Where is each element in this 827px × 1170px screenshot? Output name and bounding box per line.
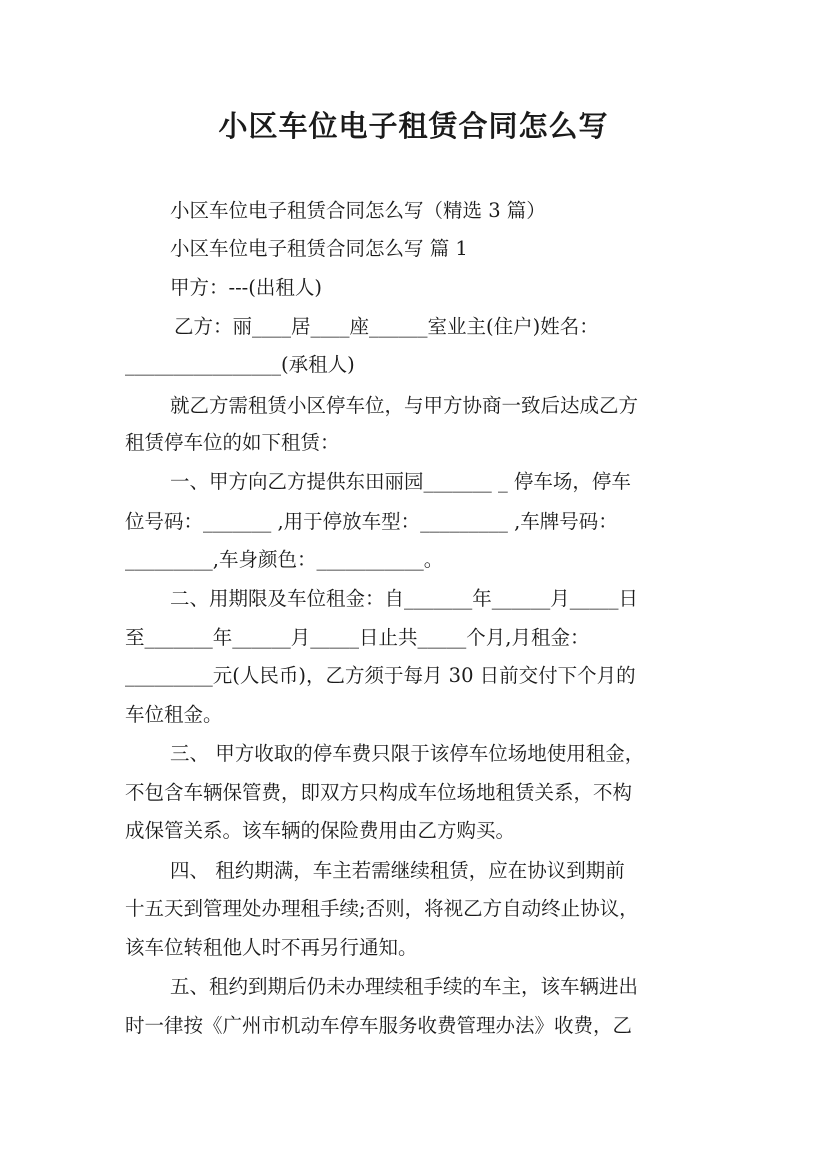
paragraph-line: 租赁停车位的如下租赁： (125, 431, 340, 454)
clause-3-line: 不包含车辆保管费，即双方只构成车位场地租赁关系，不构 (125, 781, 633, 804)
clause-3-line: 三、 甲方收取的停车费只限于该停车位场地使用租金， (170, 742, 645, 765)
clause-5-line: 五、租约到期后仍未办理续租手续的车主，该车辆进出 (170, 975, 639, 998)
paragraph-line: 就乙方需租赁小区停车位，与甲方协商一致后达成乙方 (170, 394, 639, 417)
clause-1-line: 一、甲方向乙方提供东田丽园_______ _ 停车场，停车 (170, 470, 631, 493)
clause-4-line: 十五天到管理处办理租手续;否则，将视乙方自动终止协议， (125, 897, 639, 920)
subtitle-line: 小区车位电子租赁合同怎么写（精选 3 篇） (170, 199, 546, 222)
party-b-line: 乙方：丽____居____座______室业主(住户)姓名： (174, 315, 599, 338)
party-b-name-line: ________________(承租人) (125, 353, 355, 376)
clause-1-line: _________,车身颜色：___________。 (125, 548, 444, 571)
clause-2-line: 至_______年______月_____日止共_____个月,月租金： (125, 626, 590, 649)
party-a-line: 甲方：---(出租人) (170, 276, 322, 299)
clause-2-line: 车位租金。 (125, 703, 223, 726)
section-heading: 小区车位电子租赁合同怎么写 篇 1 (170, 237, 468, 260)
clause-2-line: 二、用期限及车位租金：自_______年______月_____日 (170, 587, 639, 610)
clause-3-line: 成保管关系。该车辆的保险费用由乙方购买。 (125, 819, 516, 842)
clause-4-line: 四、 租约期满，车主若需继续租赁，应在协议到期前 (170, 859, 625, 882)
clause-2-line: _________元(人民币)，乙方须于每月 30 日前交付下个月的 (125, 664, 636, 687)
clause-4-line: 该车位转租他人时不再另行通知。 (125, 936, 418, 959)
clause-1-line: 位号码：_______ ,用于停放车型：_________ ,车牌号码： (125, 510, 618, 533)
document-title: 小区车位电子租赁合同怎么写 (218, 109, 609, 143)
clause-5-line: 时一律按《广州市机动车停车服务收费管理办法》收费，乙 (125, 1014, 633, 1037)
